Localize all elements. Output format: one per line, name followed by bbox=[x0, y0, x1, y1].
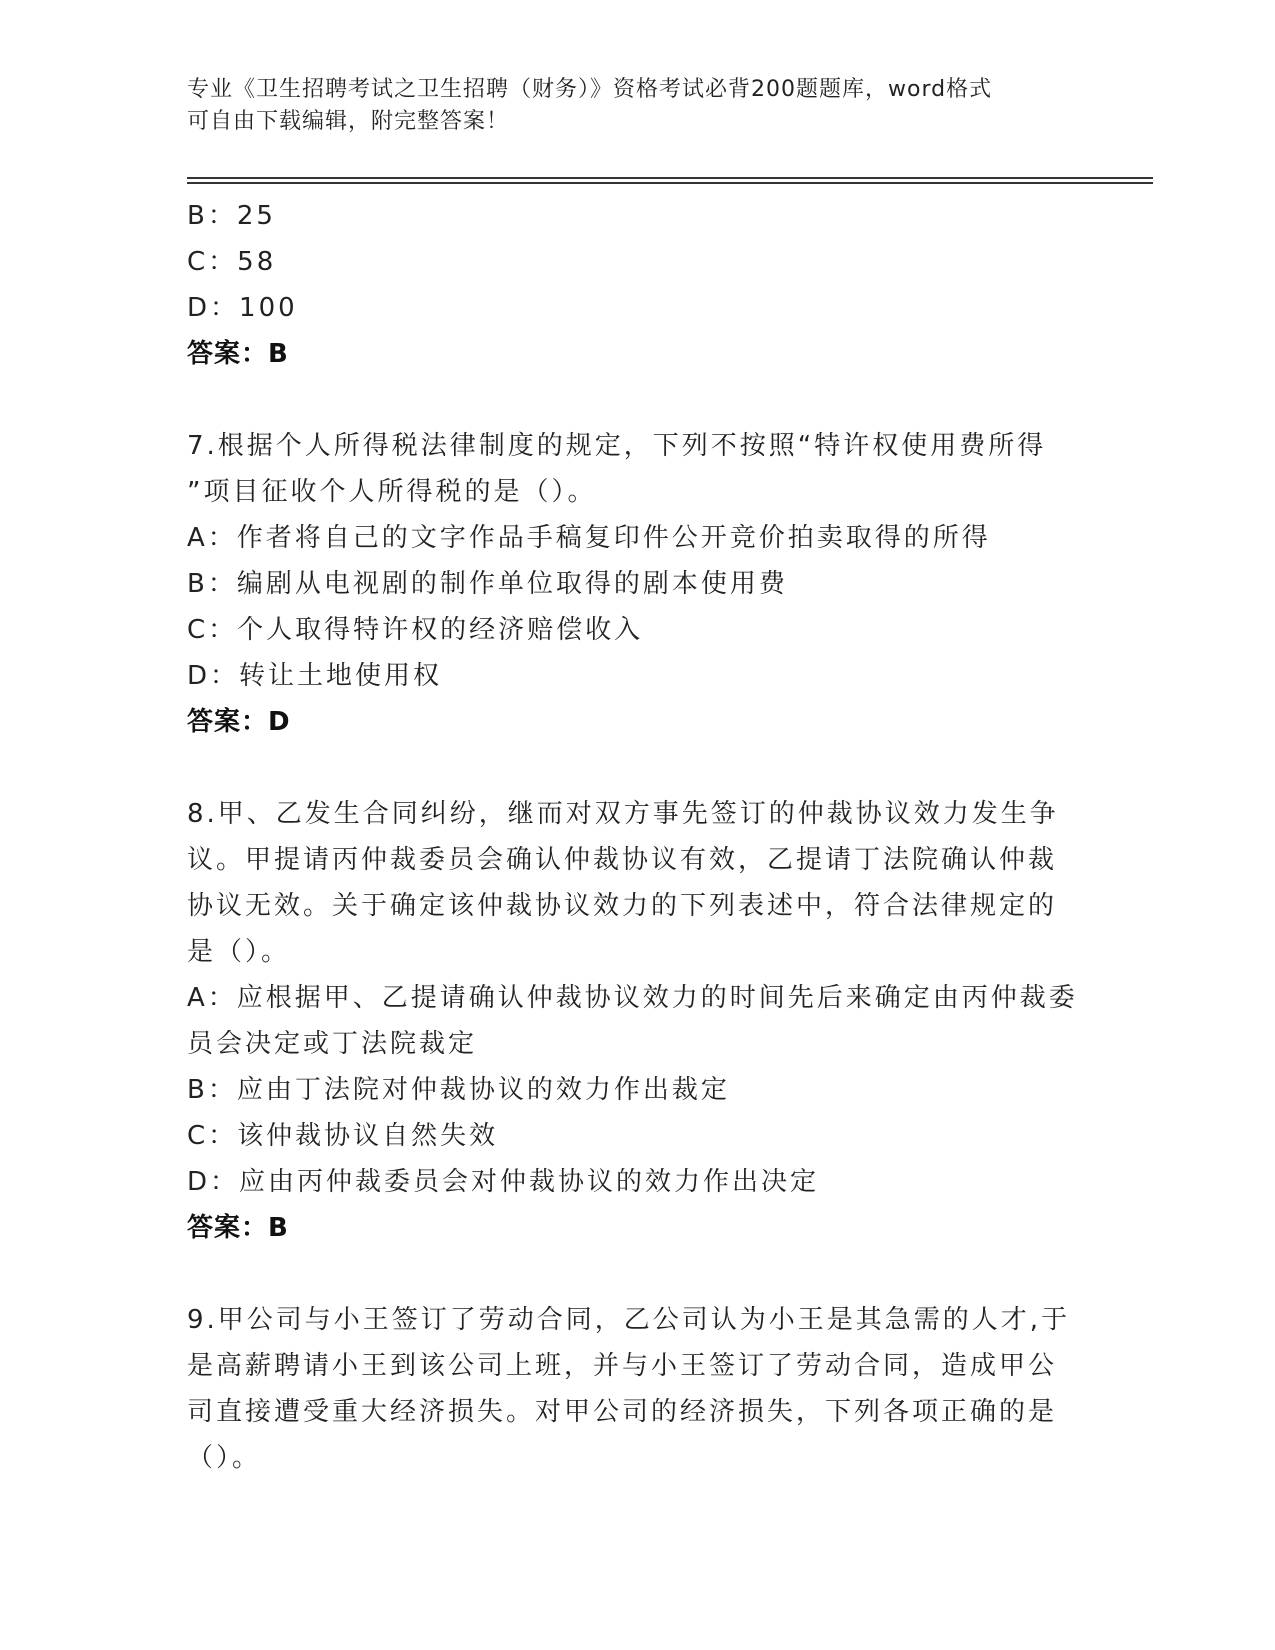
option-c: C：该仲裁协议自然失效 bbox=[187, 1121, 499, 1151]
header-title-line-1: 专业《卫生招聘考试之卫生招聘（财务）》资格考试必背200题题库，word格式 bbox=[187, 77, 993, 102]
answer: 答案：B bbox=[187, 339, 289, 369]
header-divider-bottom bbox=[187, 182, 1153, 184]
previous-question-tail bbox=[187, 193, 1087, 377]
question-text: 议。甲提请丙仲裁委员会确认仲裁协议有效，乙提请丁法院确认仲裁 bbox=[187, 845, 1058, 875]
header-divider-top bbox=[187, 177, 1153, 179]
question-text: （）。 bbox=[187, 1443, 262, 1473]
question-9 bbox=[187, 1297, 1087, 1481]
header-title-line-2: 可自由下载编辑，附完整答案！ bbox=[187, 109, 510, 134]
answer: 答案：D bbox=[187, 707, 291, 737]
spacer bbox=[187, 745, 1087, 791]
question-8 bbox=[187, 791, 1087, 1251]
option-b: B：25 bbox=[187, 201, 276, 231]
question-text: 是高薪聘请小王到该公司上班，并与小王签订了劳动合同，造成甲公 bbox=[187, 1351, 1058, 1381]
document-header bbox=[187, 74, 1087, 138]
question-list bbox=[187, 193, 1087, 1481]
option-b: B：编剧从电视剧的制作单位取得的剧本使用费 bbox=[187, 569, 788, 599]
question-text: 司直接遭受重大经济损失。对甲公司的经济损失，下列各项正确的是 bbox=[187, 1397, 1058, 1427]
question-text: 是（）。 bbox=[187, 937, 291, 967]
option-d: D：转让土地使用权 bbox=[187, 661, 443, 691]
question-7 bbox=[187, 423, 1087, 745]
option-a: A：应根据甲、乙提请确认仲裁协议效力的时间先后来确定由丙仲裁委 bbox=[187, 983, 1078, 1013]
question-text: 9.甲公司与小王签订了劳动合同，乙公司认为小王是其急需的人才,于 bbox=[187, 1305, 1071, 1335]
option-c: C：个人取得特许权的经济赔偿收入 bbox=[187, 615, 644, 645]
option-d: D：应由丙仲裁委员会对仲裁协议的效力作出决定 bbox=[187, 1167, 820, 1197]
option-d: D：100 bbox=[187, 293, 298, 323]
option-b: B：应由丁法院对仲裁协议的效力作出裁定 bbox=[187, 1075, 730, 1105]
spacer bbox=[187, 377, 1087, 423]
option-a-continued: 员会决定或丁法院裁定 bbox=[187, 1029, 478, 1059]
spacer bbox=[187, 1251, 1087, 1297]
question-text: 协议无效。关于确定该仲裁协议效力的下列表述中，符合法律规定的 bbox=[187, 891, 1058, 921]
option-c: C：58 bbox=[187, 247, 277, 277]
question-text: ”项目征收个人所得税的是（）。 bbox=[187, 477, 597, 507]
answer: 答案：B bbox=[187, 1213, 289, 1243]
question-text: 8.甲、乙发生合同纠纷，继而对双方事先签订的仲裁协议效力发生争 bbox=[187, 799, 1059, 829]
question-text: 7.根据个人所得税法律制度的规定，下列不按照“特许权使用费所得 bbox=[187, 431, 1047, 461]
option-a: A：作者将自己的文字作品手稿复印件公开竞价拍卖取得的所得 bbox=[187, 523, 991, 553]
